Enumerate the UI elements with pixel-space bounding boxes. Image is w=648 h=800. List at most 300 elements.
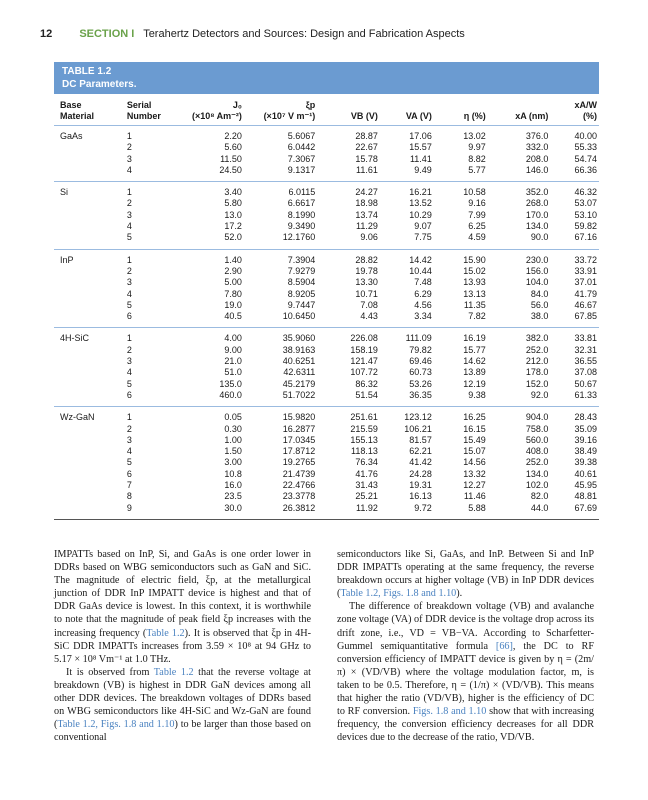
table-cell: 230.0 (525, 254, 549, 265)
table-cell: 62.21 (409, 446, 432, 457)
table-cell: 10.29 (409, 209, 432, 220)
table-cell: 5 (126, 378, 132, 389)
table-cell: 45.95 (574, 480, 597, 491)
table-row (54, 356, 599, 367)
table-cell: 7.3904 (287, 254, 316, 265)
table-cell: 6.25 (468, 221, 486, 232)
table-cell: 252.0 (525, 344, 549, 355)
table-cell: 155.13 (350, 434, 378, 445)
table-cell: 22.4766 (282, 480, 316, 491)
table-cell: 352.0 (525, 187, 549, 198)
table-row (54, 182, 599, 199)
table-cell: 4 (126, 288, 132, 299)
table-cell: 5.6067 (287, 131, 316, 141)
material-cell: 4H-SiC (60, 333, 90, 344)
material-cell (54, 165, 121, 182)
cross-reference-link[interactable]: Figs. 1.8 and 1.10 (412, 706, 487, 718)
table-cell: 11.92 (317, 503, 380, 520)
table-cell: 23.5 (224, 491, 242, 502)
column-header: xA/W (%) (550, 100, 599, 126)
table-cell: 1 (126, 187, 132, 198)
table-cell: 2 (126, 265, 132, 276)
table-cell: 61.33 (550, 390, 599, 407)
table-row (54, 300, 599, 311)
table-cell: 41.76 (355, 468, 378, 479)
table-cell: 12.27 (463, 480, 486, 491)
table-cell: 16.15 (463, 423, 486, 434)
table-row (54, 198, 599, 209)
table-cell: 107.72 (350, 367, 378, 378)
table-cell: 3 (126, 153, 132, 164)
table-cell: 6.6617 (287, 198, 316, 209)
cross-reference-link[interactable]: Table 1.2 (153, 666, 194, 678)
table-row (54, 435, 599, 446)
table-row (54, 457, 599, 468)
table-cell: 19.2765 (282, 457, 316, 468)
table-cell: 13.32 (463, 468, 486, 479)
table-cell: 7.3067 (287, 153, 316, 164)
table-cell: 14.42 (409, 254, 432, 265)
table-cell: 123.12 (404, 412, 432, 423)
table-cell: 9.00 (224, 344, 242, 355)
material-cell: InP (60, 254, 74, 265)
table-cell: 170.0 (525, 209, 549, 220)
table-cell: 11.41 (409, 153, 432, 164)
table-cell: 178.0 (525, 367, 549, 378)
column-header: J₀ (×10⁸ Am⁻²) (166, 100, 244, 126)
table-cell: 7.99 (468, 209, 486, 220)
table-cell: 13.93 (463, 277, 486, 288)
material-cell (54, 356, 121, 367)
table-cell: 24.28 (409, 468, 432, 479)
table-cell: 33.72 (574, 254, 597, 265)
table-cell: 26.3812 (244, 503, 317, 520)
table-cell: 8.9205 (287, 288, 316, 299)
table-cell: 11.61 (317, 165, 380, 182)
dc-parameters-table (54, 100, 599, 520)
table-cell: 16.19 (463, 333, 486, 344)
column-header: ξp (×10⁷ V m⁻¹) (244, 100, 317, 126)
table-cell: 11.46 (463, 491, 486, 502)
table-cell: 15.07 (463, 446, 486, 457)
right-column (337, 548, 594, 744)
table-label: TABLE 1.2 (62, 66, 112, 77)
table-cell: 4.43 (317, 311, 380, 328)
table-cell: 3.00 (224, 457, 242, 468)
material-group (54, 126, 599, 182)
table-cell: 8.1990 (287, 209, 316, 220)
table-cell: 9.16 (468, 198, 486, 209)
table-cell: 15.49 (463, 434, 486, 445)
paragraph: The difference of breakdown voltage (VB) and avalanche zone voltage (VA) of DDR device is the voltage drop across its drift zone, i.e., VD = VB−VA. According to Scharfetter-Gummel semiquantitative formula [66], the DC to RF conversion efficiency of IMPATT device is given by η = (2m/π) × (VD/VB) where the voltage modulation factor, m, is taken to be 0.5. Therefore, η = (1/π) × (VD/VB). This means that higher the ratio (VD/VB), higher is the efficiency of DC to RF conversion. Figs. 1.8 and 1.10 show that with increasing frequency, the conversion efficiency decreases for all DDR devices due to the decrease of the ratio, VD/VB. (337, 601, 595, 744)
material-cell: GaAs (60, 131, 83, 141)
table-cell: 53.07 (574, 198, 597, 209)
table-cell: 17.2 (224, 221, 242, 232)
cross-reference-link[interactable]: Table 1.2 (146, 627, 185, 639)
column-header: xA (nm) (488, 100, 551, 126)
table-cell: 6 (121, 311, 166, 328)
table-cell: 376.0 (525, 131, 549, 141)
table-cell: 28.43 (574, 412, 597, 423)
table-cell: 7.82 (434, 311, 488, 328)
table-cell: 3.40 (224, 187, 242, 198)
table-cell: 2.20 (224, 131, 242, 141)
table-cell: 51.0 (224, 367, 242, 378)
material-group (54, 407, 599, 520)
table-cell: 81.57 (409, 434, 432, 445)
table-cell: 10.58 (463, 187, 486, 198)
column-header: VA (V) (380, 100, 434, 126)
table-cell: 19.0 (224, 299, 242, 310)
chapter-title: Terahertz Detectors and Sources: Design and Fabrication Aspects (143, 28, 465, 40)
table-cell: 39.16 (574, 434, 597, 445)
table-cell: 4.56 (414, 299, 432, 310)
table-cell: 6 (121, 390, 166, 407)
table-cell: 5 (126, 457, 132, 468)
table-cell: 84.0 (530, 288, 549, 299)
column-header: η (%) (434, 100, 488, 126)
table-cell: 38.49 (574, 446, 597, 457)
section-label: SECTION I (79, 28, 135, 40)
table-cell: 332.0 (525, 142, 549, 153)
table-row (54, 277, 599, 288)
table-cell: 11.35 (463, 299, 486, 310)
table-cell: 4 (126, 446, 132, 457)
table-cell: 16.25 (463, 412, 486, 423)
table-cell: 9.06 (317, 232, 380, 249)
table-cell: 2 (126, 344, 132, 355)
page-number: 12 (40, 28, 53, 40)
table-cell: 14.62 (463, 356, 486, 367)
table-cell: 28.82 (355, 254, 378, 265)
table-cell: 134.0 (525, 468, 549, 479)
table-cell: 67.69 (550, 503, 599, 520)
table-cell: 1.50 (224, 446, 242, 457)
table-cell: 16.21 (409, 187, 432, 198)
table-cell: 6 (126, 468, 132, 479)
table-cell: 22.67 (355, 142, 378, 153)
material-group (54, 182, 599, 249)
table-row (54, 221, 599, 232)
table-cell: 1.40 (224, 254, 242, 265)
material-cell (54, 142, 121, 153)
table-row (54, 289, 599, 300)
table-cell: 36.35 (380, 390, 434, 407)
table-cell: 152.0 (525, 378, 549, 389)
table-cell: 121.47 (350, 356, 378, 367)
table-cell: 2.90 (224, 265, 242, 276)
table-cell: 33.81 (574, 333, 597, 344)
table-cell: 3 (126, 277, 132, 288)
table-cell: 3 (126, 356, 132, 367)
table-row (54, 390, 599, 407)
table-cell: 13.89 (463, 367, 486, 378)
material-cell (54, 424, 121, 435)
table-cell: 15.90 (463, 254, 486, 265)
table-cell: 23.3778 (282, 491, 316, 502)
table-cell: 40.6251 (282, 356, 316, 367)
cross-reference-link[interactable]: Table 1.2, Figs. 1.8 and 1.10 (57, 719, 175, 731)
material-cell (54, 277, 121, 288)
table-cell: 382.0 (525, 333, 549, 344)
material-group (54, 249, 599, 328)
material-cell (54, 379, 121, 390)
table-cell: 54.74 (574, 153, 597, 164)
table-cell: 9 (121, 503, 166, 520)
material-cell (54, 503, 121, 520)
table-cell: 28.87 (355, 131, 378, 141)
material-cell (54, 480, 121, 491)
table-row (54, 328, 599, 345)
cross-reference-link[interactable]: [66] (495, 640, 513, 652)
table-cell: 8.82 (468, 153, 486, 164)
table-cell: 32.31 (574, 344, 597, 355)
table-cell: 15.57 (409, 142, 432, 153)
table-cell: 4 (126, 367, 132, 378)
table-cell: 42.6311 (283, 367, 316, 378)
table-cell: 111.09 (405, 333, 432, 344)
table-cell: 215.59 (350, 423, 378, 434)
table-cell: 40.5 (166, 311, 244, 328)
table-cell: 33.91 (574, 265, 597, 276)
table-cell: 3 (126, 434, 132, 445)
table-cell: 5.00 (224, 277, 242, 288)
table-cell: 46.32 (574, 187, 597, 198)
table-cell: 69.46 (409, 356, 432, 367)
table-cell: 268.0 (525, 198, 549, 209)
table-cell: 8 (126, 491, 132, 502)
table-cell: 12.19 (463, 378, 486, 389)
table-row (54, 210, 599, 221)
table-row (54, 503, 599, 520)
table-cell: 7.75 (380, 232, 434, 249)
table-cell: 12.1760 (244, 232, 317, 249)
material-cell (54, 154, 121, 165)
material-cell (54, 435, 121, 446)
material-cell: Si (60, 187, 69, 198)
material-cell (54, 300, 121, 311)
table-cell: 6.0115 (288, 187, 316, 198)
table-cell: 24.27 (355, 187, 378, 198)
table-cell: 7.9279 (287, 265, 316, 276)
table-cell: 10.71 (355, 288, 378, 299)
table-cell: 13.13 (463, 288, 486, 299)
table-cell: 16.0 (224, 480, 242, 491)
table-cell: 35.9060 (282, 333, 316, 344)
table-cell: 15.9820 (282, 412, 316, 423)
table-cell: 10.6450 (244, 311, 317, 328)
table-cell: 9.1317 (244, 165, 317, 182)
table-cell: 51.54 (317, 390, 380, 407)
table-cell: 16.13 (409, 491, 432, 502)
table-row (54, 345, 599, 356)
table-cell: 9.07 (414, 221, 432, 232)
table-cell: 30.0 (166, 503, 244, 520)
table-cell: 35.09 (574, 423, 597, 434)
table-cell: 4 (126, 221, 132, 232)
table-cell: 31.43 (355, 480, 378, 491)
table-header-row (54, 100, 599, 126)
table-cell: 6.29 (414, 288, 432, 299)
table-cell: 67.16 (550, 232, 599, 249)
table-cell: 25.21 (355, 491, 378, 502)
table-cell: 19.31 (409, 480, 432, 491)
table-cell: 17.06 (409, 131, 432, 141)
material-cell (54, 469, 121, 480)
table-cell: 46.67 (574, 299, 597, 310)
table-caption-bar (54, 62, 599, 94)
table-cell: 9.97 (468, 142, 486, 153)
table-cell: 13.52 (409, 198, 432, 209)
material-cell (54, 446, 121, 457)
table-cell: 1 (126, 333, 132, 344)
table-cell: 1 (126, 254, 132, 265)
left-column (54, 548, 311, 744)
table-cell: 21.0 (224, 356, 242, 367)
table-row (54, 266, 599, 277)
table-cell: 146.0 (488, 165, 551, 182)
table-cell: 56.0 (530, 299, 549, 310)
table-cell: 3.34 (380, 311, 434, 328)
table-cell: 10.8 (224, 468, 242, 479)
table-cell: 1.00 (224, 434, 242, 445)
table-cell: 102.0 (525, 480, 549, 491)
table-cell: 55.33 (574, 142, 597, 153)
table-cell: 226.08 (350, 333, 378, 344)
table-cell: 66.36 (550, 165, 599, 182)
table-cell: 156.0 (525, 265, 549, 276)
table-cell: 24.50 (166, 165, 244, 182)
table-row (54, 491, 599, 502)
table-cell: 9.38 (434, 390, 488, 407)
table-cell: 59.82 (574, 221, 597, 232)
table-cell: 560.0 (525, 434, 549, 445)
table-cell: 9.72 (380, 503, 434, 520)
table-row (54, 407, 599, 424)
table-cell: 3 (126, 209, 132, 220)
material-cell (54, 232, 121, 249)
table-cell: 67.85 (550, 311, 599, 328)
table-cell: 135.0 (219, 378, 242, 389)
table-cell: 14.56 (463, 457, 486, 468)
material-cell (54, 457, 121, 468)
table-cell: 15.78 (355, 153, 378, 164)
table-cell: 104.0 (525, 277, 549, 288)
table-cell: 7.80 (224, 288, 242, 299)
table-cell: 6.0442 (287, 142, 316, 153)
table-cell: 4.00 (224, 333, 242, 344)
paragraph: It is observed from Table 1.2 that the reverse voltage at breakdown (VB) is highest in DDR GaN devices among all other DDR devices. The breakdown voltages of DDRs based on WBG semiconductors like 4H-SiC and Wz-GaN are found (Table 1.2, Figs. 1.8 and 1.10) to be larger than those based on conventional (54, 666, 312, 744)
table-cell: 13.74 (355, 209, 378, 220)
table-row (54, 469, 599, 480)
table-cell: 50.67 (574, 378, 597, 389)
table-cell: 11.29 (356, 221, 378, 232)
paragraph: semiconductors like Si, GaAs, and InP. Between Si and InP DDR IMPATTs operating at the same frequency, the reverse breakdown occurs at higher voltage (VB) in InP DDR devices (Table 1.2, Figs. 1.8 and 1.10). (337, 549, 594, 600)
table-cell: 41.42 (409, 457, 432, 468)
table-cell: 19.78 (355, 265, 378, 276)
table-row (54, 154, 599, 165)
table-cell: 53.10 (574, 209, 597, 220)
table-cell: 37.01 (574, 277, 597, 288)
table-cell: 7.08 (360, 299, 378, 310)
table-cell: 38.0 (488, 311, 551, 328)
table-cell: 9.7447 (287, 299, 316, 310)
material-cell (54, 221, 121, 232)
table-cell: 82.0 (530, 491, 549, 502)
table-cell: 7 (126, 480, 132, 491)
table-cell: 212.0 (525, 356, 549, 367)
table-row (54, 446, 599, 457)
table-cell: 86.32 (355, 378, 378, 389)
table-cell: 10.44 (409, 265, 432, 276)
table-row (54, 311, 599, 328)
table-cell: 252.0 (525, 457, 549, 468)
table-row (54, 232, 599, 249)
table-cell: 208.0 (525, 153, 549, 164)
table-cell: 2 (126, 423, 132, 434)
table-cell: 21.4739 (282, 468, 316, 479)
cross-reference-link[interactable]: Table 1.2, Figs. 1.8 and 1.10 (340, 588, 457, 600)
table-cell: 9.3490 (287, 221, 316, 232)
material-cell (54, 311, 121, 328)
running-header (40, 28, 610, 44)
material-cell (54, 289, 121, 300)
table-cell: 2 (126, 142, 132, 153)
table-cell: 5.77 (434, 165, 488, 182)
table-cell: 408.0 (525, 446, 549, 457)
table-cell: 4.59 (434, 232, 488, 249)
table-row (54, 165, 599, 182)
table-cell: 79.82 (409, 344, 432, 355)
table-cell: 4 (121, 165, 166, 182)
column-header: Base Material (54, 100, 121, 126)
table-row (54, 142, 599, 153)
table-row (54, 126, 599, 143)
table-cell: 92.0 (488, 390, 551, 407)
table-cell: 37.08 (574, 367, 597, 378)
table-row (54, 379, 599, 390)
table-cell: 16.2877 (282, 423, 316, 434)
table-cell: 134.0 (525, 221, 549, 232)
table-cell: 11.50 (220, 153, 242, 164)
material-group (54, 328, 599, 407)
material-cell (54, 367, 121, 378)
paragraph: IMPATTs based on InP, Si, and GaAs is one order lower in DDRs based on WBG semiconductors such as GaN and SiC. The magnitude of electric field, ξp, at the metallurgical junction of DDR InP IMPATT device is highest and that of DDR GaAs device is lowest. In this context, it is worthwhile to note that the magnitude of peak field ξp increases with the increasing frequency (Table 1.2). It is observed that ξp in 4H-SiC DDR IMPATTs increases from 3.59 × 10⁸ at 94 GHz to 5.17 × 10⁸ Vm⁻¹ at 1.0 THz. (54, 549, 311, 665)
table-cell: 39.38 (574, 457, 597, 468)
table-row (54, 480, 599, 491)
table-cell: 53.26 (409, 378, 432, 389)
material-cell (54, 491, 121, 502)
table-cell: 48.81 (574, 491, 597, 502)
table-cell: 7.48 (414, 277, 432, 288)
table-cell: 36.55 (574, 356, 597, 367)
table-cell: 45.2179 (282, 378, 316, 389)
table-cell: 5 (126, 299, 132, 310)
table-cell: 40.00 (574, 131, 597, 141)
table-cell: 44.0 (488, 503, 551, 520)
table-cell: 5.80 (224, 198, 242, 209)
table-cell: 15.02 (463, 265, 486, 276)
table-cell: 51.7022 (244, 390, 317, 407)
table-cell: 41.79 (574, 288, 597, 299)
table-cell: 15.77 (463, 344, 486, 355)
material-cell (54, 266, 121, 277)
material-cell: Wz-GaN (60, 412, 95, 423)
table-cell: 52.0 (166, 232, 244, 249)
table-cell: 18.98 (355, 198, 378, 209)
table-cell: 40.61 (574, 468, 597, 479)
column-header: Serial Number (121, 100, 166, 126)
